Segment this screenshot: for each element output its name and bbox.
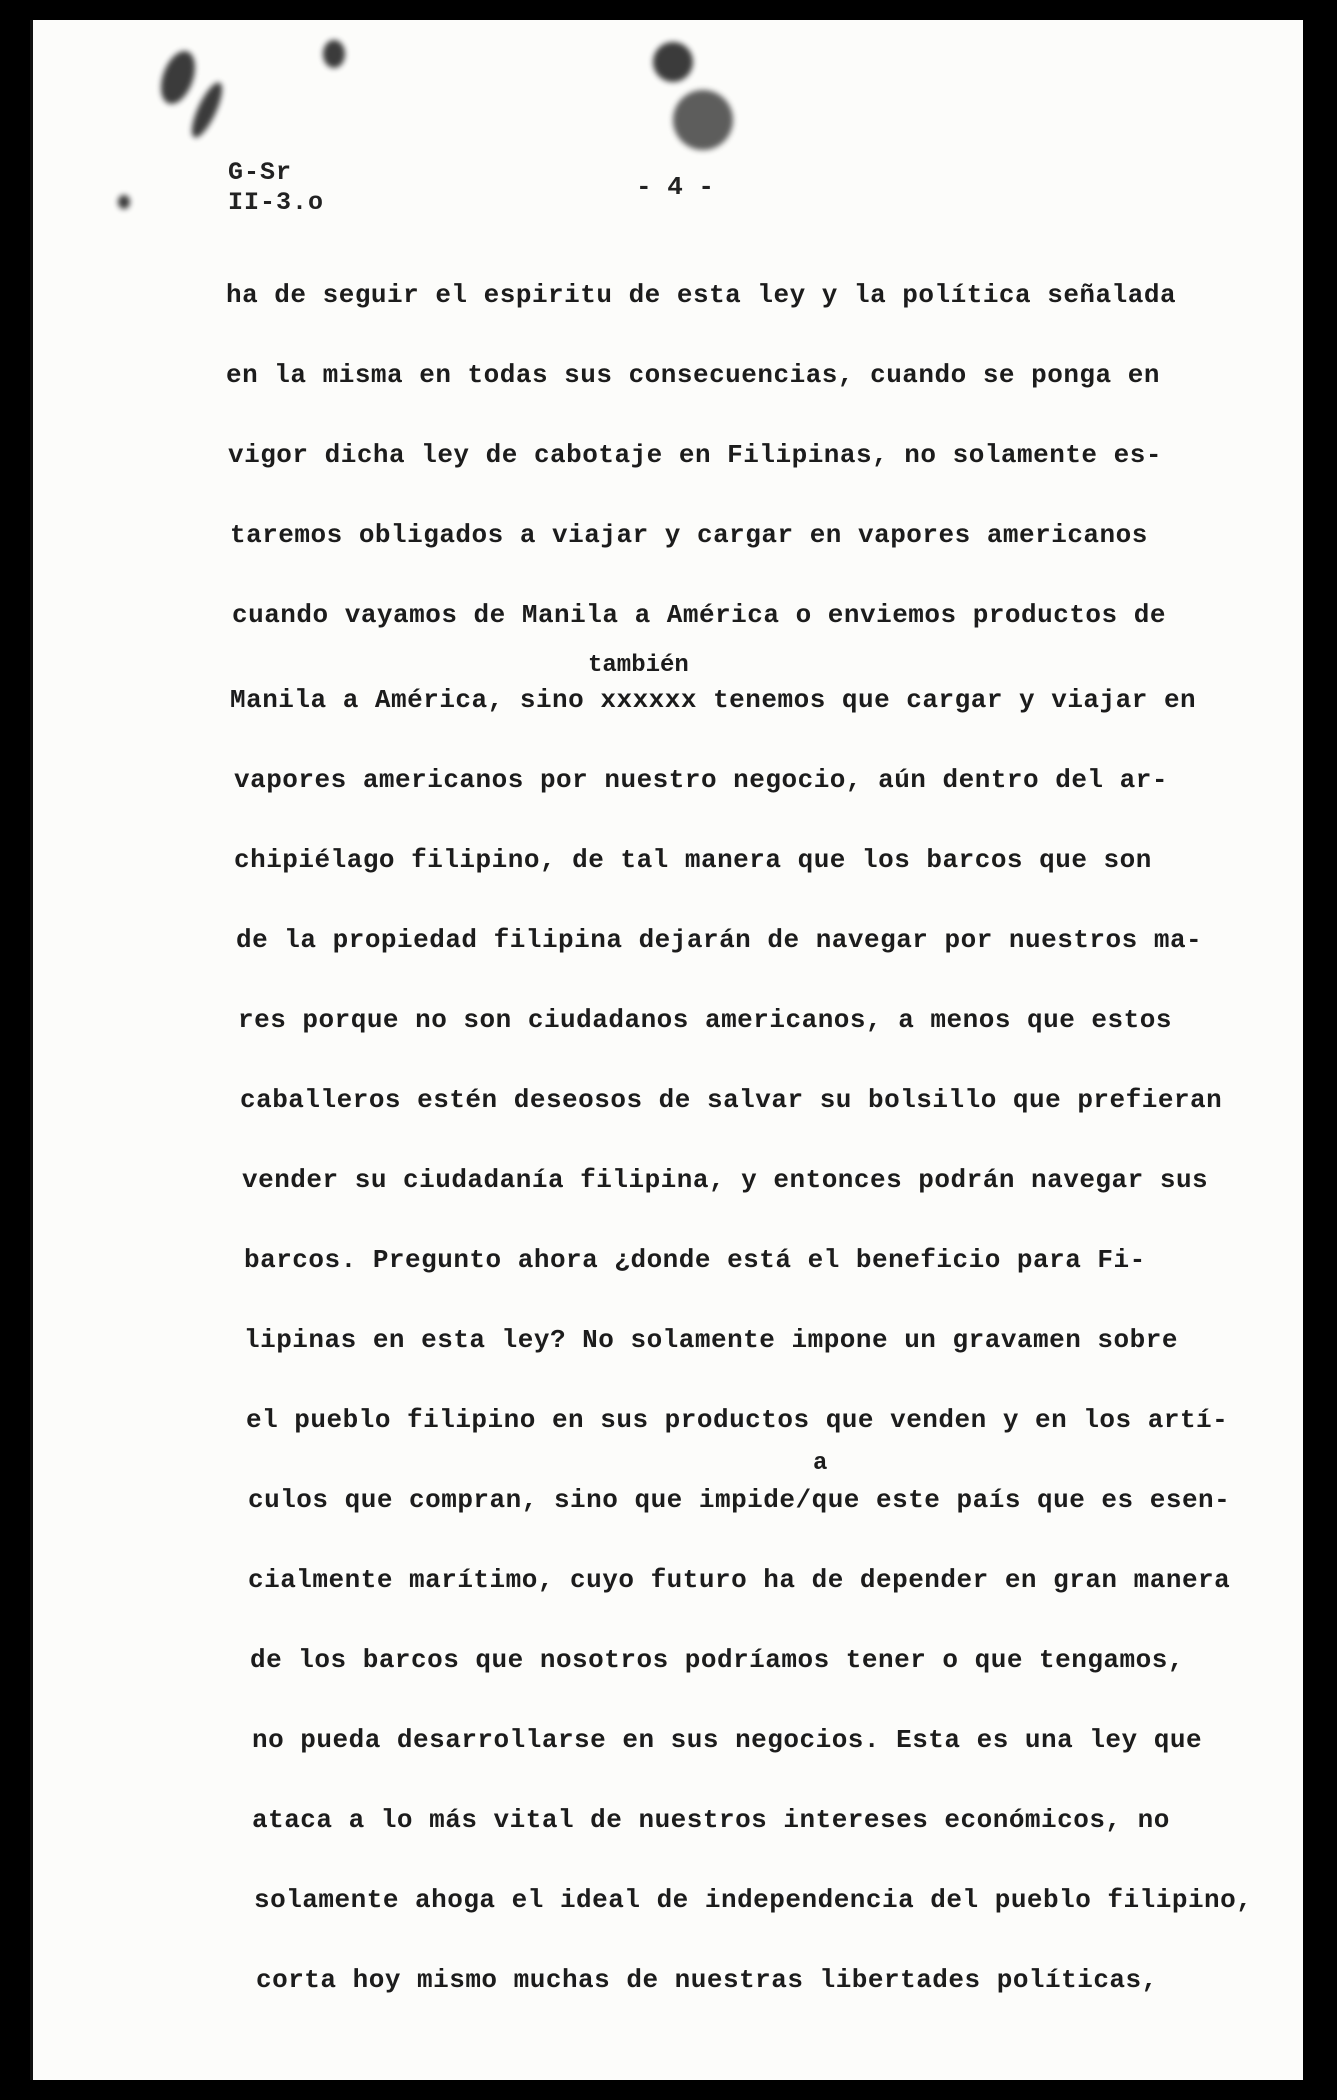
text-line: cialmente marítimo, cuyo futuro ha de depender en gran manera <box>248 1565 1231 1595</box>
text-line: caballeros estén deseosos de salvar su bolsillo que prefieran <box>240 1085 1223 1115</box>
interlinear-insertion-a: a <box>813 1450 828 1477</box>
text-line: el pueblo filipino en sus productos que venden y en los artí- <box>246 1405 1229 1435</box>
document-page <box>30 20 1303 2080</box>
text-line: de los barcos que nosotros podríamos tener o que tengamos, <box>250 1645 1184 1675</box>
text-line: culos que compran, sino que impide/que este país que es esen- <box>248 1485 1231 1515</box>
page-number: - 4 - <box>636 172 715 202</box>
ink-smudge <box>323 40 345 68</box>
text-line: vender su ciudadanía filipina, y entonces podrán navegar sus <box>242 1165 1209 1195</box>
interlinear-insertion-tambien: también <box>588 652 689 679</box>
text-line: lipinas en esta ley? No solamente impone un gravamen sobre <box>244 1325 1178 1355</box>
text-line: corta hoy mismo muchas de nuestras libertades políticas, <box>256 1965 1158 1995</box>
text-line: Manila a América, sino xxxxxx tenemos que cargar y viajar en <box>230 685 1197 715</box>
ink-smudge <box>186 79 228 141</box>
ink-smudge <box>673 90 733 150</box>
text-line: vigor dicha ley de cabotaje en Filipinas, no solamente es- <box>228 440 1162 470</box>
text-line: vapores americanos por nuestro negocio, aún dentro del ar- <box>234 765 1168 795</box>
text-line: ha de seguir el espiritu de esta ley y la política señalada <box>226 280 1177 310</box>
ink-smudge <box>154 47 201 109</box>
text-line: chipiélago filipino, de tal manera que los barcos que son <box>234 845 1152 875</box>
text-line: de la propiedad filipina dejarán de navegar por nuestros ma- <box>236 925 1203 955</box>
text-line: en la misma en todas sus consecuencias, cuando se ponga en <box>226 360 1160 390</box>
text-line: solamente ahoga el ideal de independencia del pueblo filipino, <box>254 1885 1253 1915</box>
document-code-line-1: G-Sr <box>228 158 293 187</box>
text-line: taremos obligados a viajar y cargar en vapores americanos <box>230 520 1148 550</box>
ink-smudge <box>653 42 693 82</box>
text-line: barcos. Pregunto ahora ¿donde está el beneficio para Fi- <box>244 1245 1146 1275</box>
ink-smudge <box>118 195 130 209</box>
document-code-line-2: II-3.o <box>228 188 325 217</box>
text-line: res porque no son ciudadanos americanos, a menos que estos <box>238 1005 1172 1035</box>
text-line: no pueda desarrollarse en sus negocios. Esta es una ley que <box>252 1725 1203 1755</box>
text-line: ataca a lo más vital de nuestros intereses económicos, no <box>252 1805 1170 1835</box>
text-line: cuando vayamos de Manila a América o enviemos productos de <box>232 600 1166 630</box>
